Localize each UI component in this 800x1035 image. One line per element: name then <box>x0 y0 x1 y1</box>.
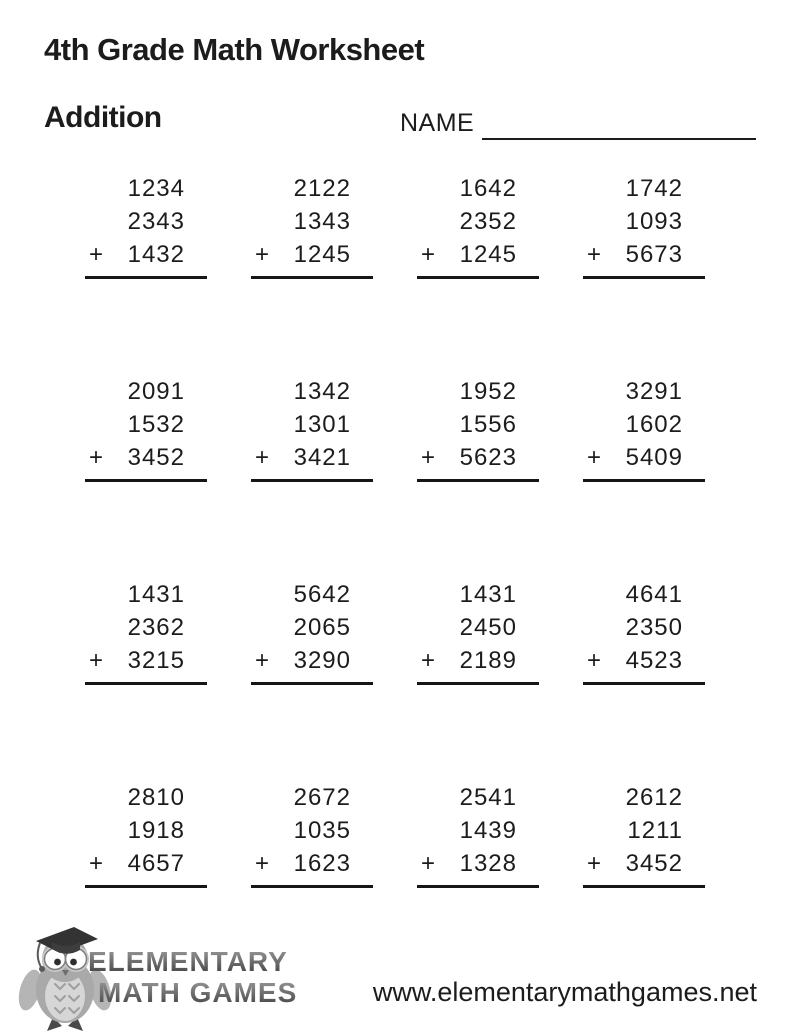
addend-2: 2350 <box>625 614 683 641</box>
addend-2: 1343 <box>293 208 351 235</box>
answer-line <box>417 682 539 685</box>
addend-2: 1532 <box>127 411 185 438</box>
addend-1: 1642 <box>459 175 517 202</box>
addend-2: 2352 <box>459 208 517 235</box>
addend-3: 1328 <box>459 850 517 877</box>
logo-line-2: MATH GAMES <box>98 977 298 1009</box>
plus-sign: + <box>89 647 104 674</box>
addend-3-row <box>583 644 705 677</box>
logo-line-1: ELEMENTARY <box>88 946 297 977</box>
addend-3-row <box>251 644 373 677</box>
addend-1: 1431 <box>459 581 517 608</box>
addend-1: 5642 <box>293 581 351 608</box>
addend-1: 2541 <box>459 784 517 811</box>
addend-3: 1245 <box>293 241 351 268</box>
addend-1: 2612 <box>625 784 683 811</box>
addend-3: 3452 <box>127 444 185 471</box>
website-url: www.elementarymathgames.net <box>372 977 757 1007</box>
addend-3-row <box>417 238 539 271</box>
addend-3-row <box>251 238 373 271</box>
addend-2: 1556 <box>459 411 517 438</box>
name-blank-line <box>482 106 756 140</box>
addition-problem-2 <box>251 172 373 375</box>
plus-sign: + <box>255 647 270 674</box>
addition-problem-8 <box>583 375 705 578</box>
addition-problem-15 <box>417 781 539 984</box>
addition-problem-5 <box>85 375 207 578</box>
name-label: NAME <box>400 109 475 137</box>
addend-2: 1093 <box>625 208 683 235</box>
addend-3: 4657 <box>127 850 185 877</box>
addend-1: 1952 <box>459 378 517 405</box>
addend-3-row <box>85 847 207 880</box>
answer-line <box>417 276 539 279</box>
plus-sign: + <box>587 647 602 674</box>
addend-2: 2343 <box>127 208 185 235</box>
addend-3-row <box>85 238 207 271</box>
addend-3: 1623 <box>293 850 351 877</box>
addend-1: 2091 <box>127 378 185 405</box>
addend-1: 2810 <box>127 784 185 811</box>
answer-line <box>85 682 207 685</box>
addend-1: 2122 <box>293 175 351 202</box>
addition-problem-3 <box>417 172 539 375</box>
name-row <box>400 106 756 140</box>
plus-sign: + <box>421 850 436 877</box>
addend-3-row <box>85 441 207 474</box>
addend-3: 3421 <box>293 444 351 471</box>
answer-line <box>251 885 373 888</box>
addend-2: 1918 <box>127 817 185 844</box>
plus-sign: + <box>421 647 436 674</box>
addend-3-row <box>417 441 539 474</box>
answer-line <box>85 885 207 888</box>
addition-problem-10 <box>251 578 373 781</box>
addend-3-row <box>583 441 705 474</box>
answer-line <box>417 885 539 888</box>
plus-sign: + <box>89 444 104 471</box>
plus-sign: + <box>89 850 104 877</box>
addend-2: 1035 <box>293 817 351 844</box>
addition-problem-11 <box>417 578 539 781</box>
addend-2: 2065 <box>293 614 351 641</box>
plus-sign: + <box>587 241 602 268</box>
plus-sign: + <box>255 444 270 471</box>
addend-3-row <box>583 847 705 880</box>
plus-sign: + <box>421 241 436 268</box>
answer-line <box>251 479 373 482</box>
addend-3: 3215 <box>127 647 185 674</box>
answer-line <box>583 885 705 888</box>
answer-line <box>583 479 705 482</box>
plus-sign: + <box>255 241 270 268</box>
plus-sign: + <box>255 850 270 877</box>
addition-problem-4 <box>583 172 705 375</box>
addend-3-row <box>417 847 539 880</box>
addend-3: 3290 <box>293 647 351 674</box>
addend-2: 1439 <box>459 817 517 844</box>
addend-2: 1301 <box>293 411 351 438</box>
addition-problem-7 <box>417 375 539 578</box>
addend-1: 4641 <box>625 581 683 608</box>
addend-3: 1432 <box>127 241 185 268</box>
addend-1: 1234 <box>127 175 185 202</box>
addition-problem-12 <box>583 578 705 781</box>
addend-1: 1742 <box>625 175 683 202</box>
answer-line <box>85 479 207 482</box>
addend-3: 4523 <box>625 647 683 674</box>
addend-3-row <box>251 441 373 474</box>
answer-line <box>583 276 705 279</box>
answer-line <box>251 276 373 279</box>
addend-3-row <box>417 644 539 677</box>
addend-2: 2362 <box>127 614 185 641</box>
addend-1: 2672 <box>293 784 351 811</box>
addend-3-row <box>85 644 207 677</box>
addend-3: 5409 <box>625 444 683 471</box>
answer-line <box>583 682 705 685</box>
addend-3-row <box>583 238 705 271</box>
addend-3: 1245 <box>459 241 517 268</box>
addend-1: 3291 <box>625 378 683 405</box>
answer-line <box>417 479 539 482</box>
plus-sign: + <box>587 444 602 471</box>
addition-problem-1 <box>85 172 207 375</box>
page-title: 4th Grade Math Worksheet <box>44 32 425 67</box>
addend-2: 1602 <box>625 411 683 438</box>
plus-sign: + <box>89 241 104 268</box>
addend-3: 3452 <box>625 850 683 877</box>
addend-3: 2189 <box>459 647 517 674</box>
addend-3: 5623 <box>459 444 517 471</box>
addend-1: 1431 <box>127 581 185 608</box>
addend-2: 1211 <box>627 817 683 844</box>
plus-sign: + <box>421 444 436 471</box>
problems-grid <box>85 172 705 984</box>
answer-line <box>85 276 207 279</box>
addition-problem-6 <box>251 375 373 578</box>
addition-problem-9 <box>85 578 207 781</box>
addend-2: 2450 <box>459 614 517 641</box>
addition-problem-16 <box>583 781 705 984</box>
addend-1: 1342 <box>293 378 351 405</box>
answer-line <box>251 682 373 685</box>
worksheet-topic: Addition <box>44 101 162 134</box>
addend-3-row <box>251 847 373 880</box>
plus-sign: + <box>587 850 602 877</box>
addend-3: 5673 <box>625 241 683 268</box>
logo-wordmark <box>88 946 297 1009</box>
